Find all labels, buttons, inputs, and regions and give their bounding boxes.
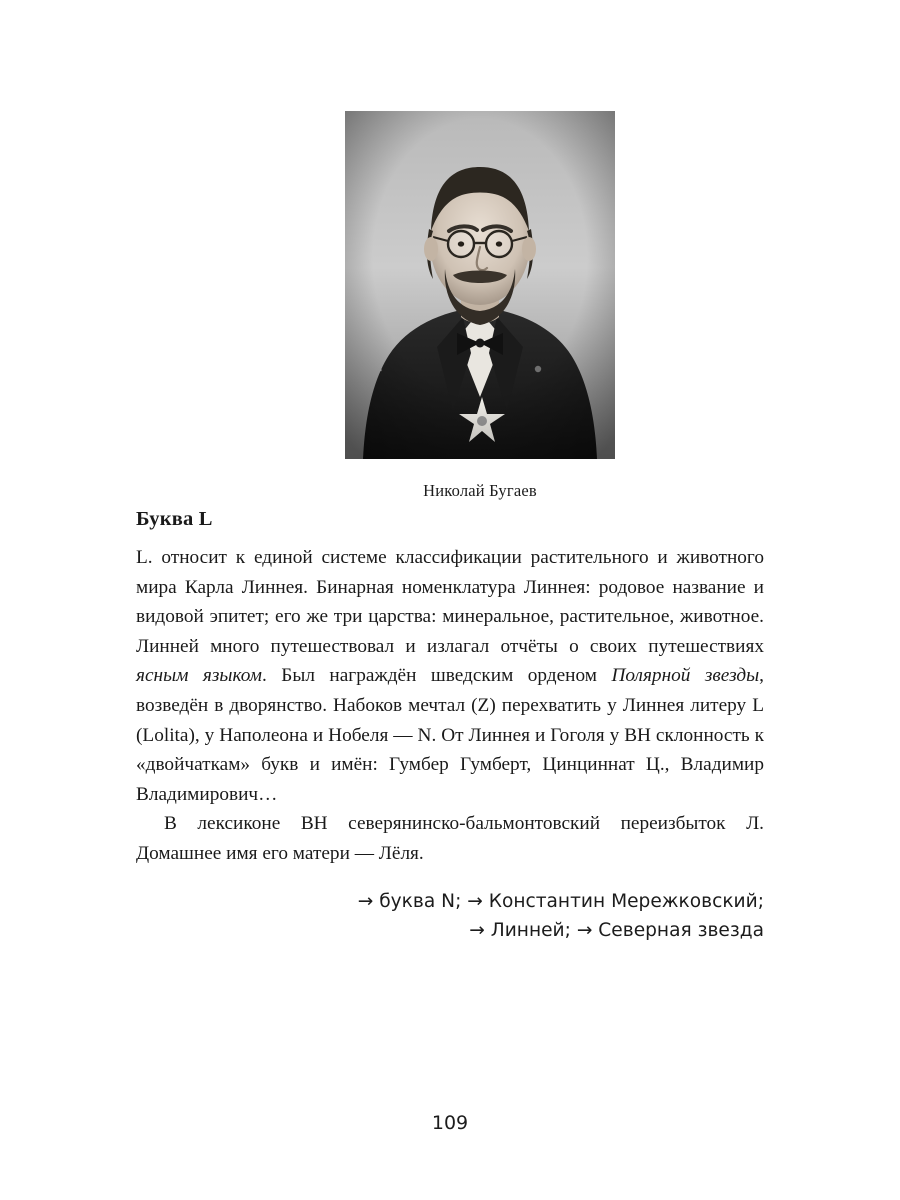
portrait-image (345, 111, 615, 459)
paragraph-1 (136, 543, 764, 809)
paragraph-1-part-3: , возведён в дворянство. Набоков мечтал (Z) перехватить у Линнея литеру L (Lolita), у Наполеона и Нобеля — N. От Линнея и Гоголя у ВН склонность к «двойчаткам» букв и имён: Гумбер Гумберт, Цинциннат Ц., Владимир Владимирович… (136, 665, 764, 805)
article-body (136, 508, 764, 945)
paragraph-1-part-2: . Был награждён шведским орденом (261, 665, 612, 687)
figure-portrait (345, 111, 615, 501)
cross-references (136, 887, 764, 945)
paragraph-2: В лексиконе ВН северянинско-бальмонтовский переизбыток Л. Домашнее имя его матери — Лёля. (136, 813, 764, 864)
cross-reference-line-2[interactable]: → Линней; → Северная звезда (469, 919, 764, 941)
paragraph-1-italic-1: ясным языком (136, 665, 262, 687)
section-title: Буква L (136, 508, 213, 530)
paragraph-1-part-1: L. относит к единой системе классификации растительного и животного мира Карла Линнея. Бинарная номенклатура Линнея: родовое название и видовой эпитет; его же три царства: минеральное, растительное, животное. Линней много путешествовал и излагал отчёты о своих путешествиях (136, 547, 764, 657)
page-number: 109 (431, 1112, 469, 1134)
cross-reference-line-1[interactable]: → буква N; → Константин Мережковский; (357, 890, 764, 912)
paragraph-1-italic-2: Полярной звезды (611, 665, 760, 687)
figure-caption: Николай Бугаев (423, 481, 537, 500)
